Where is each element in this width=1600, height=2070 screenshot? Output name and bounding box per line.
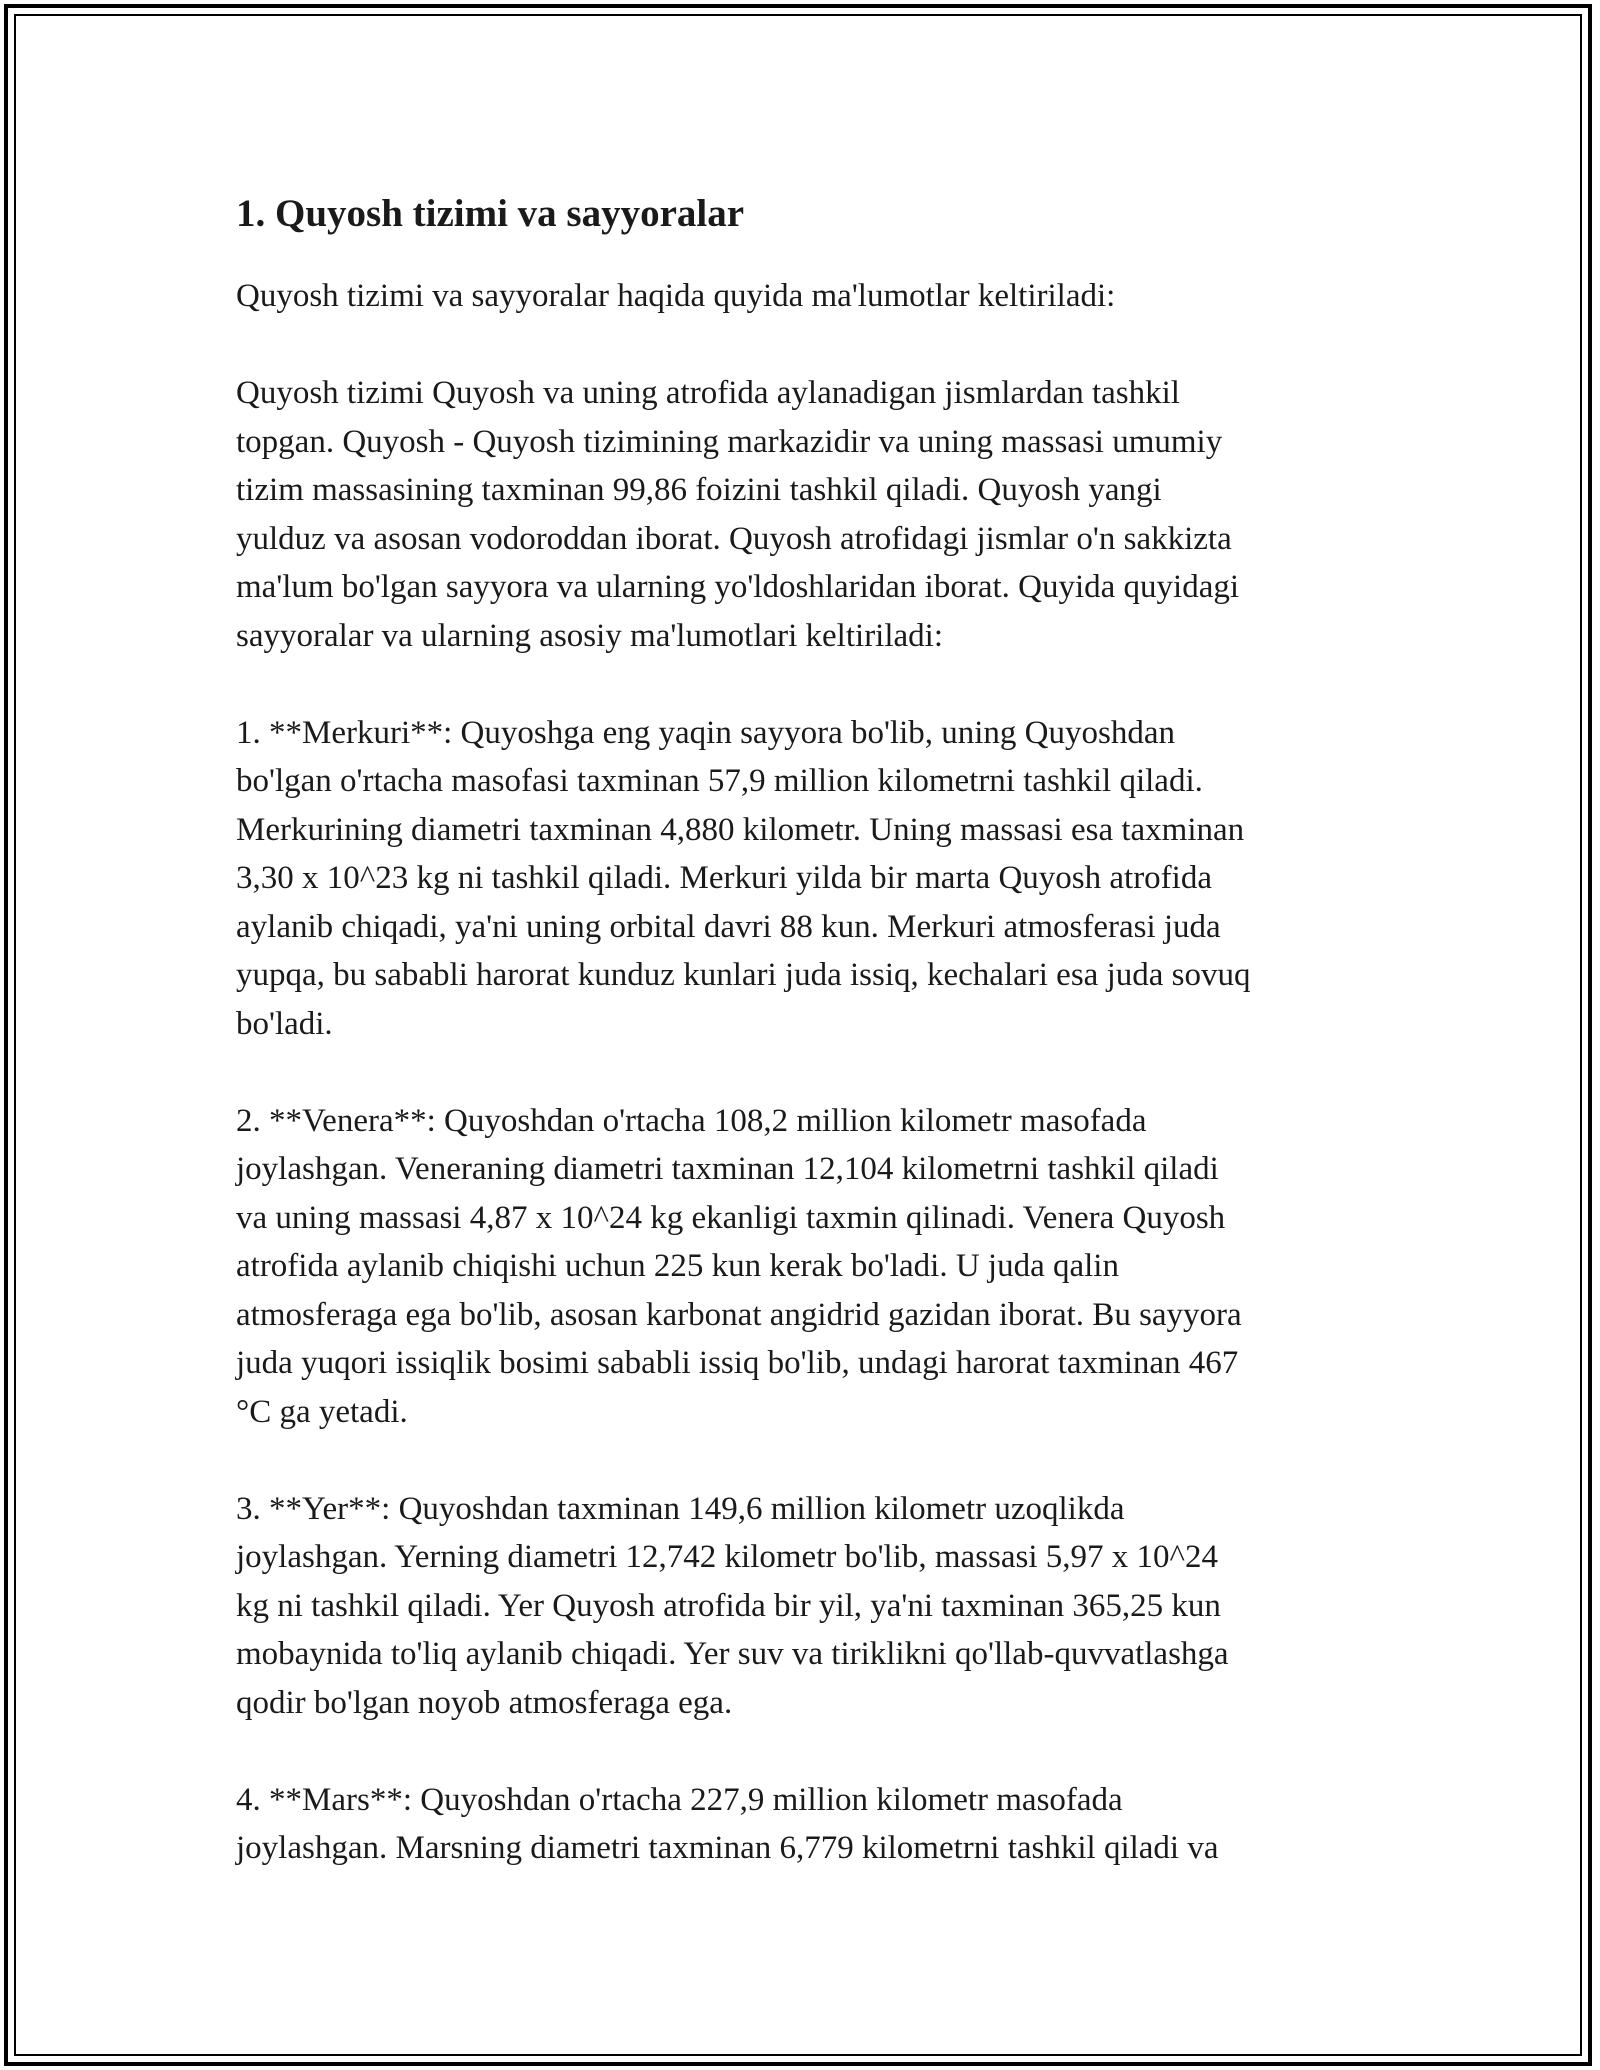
planet-item-merkuri: 1. **Merkuri**: Quyoshga eng yaqin sayyora bo'lib, uning Quyoshdan bo'lgan o'rtacha masofasi taxminan 57,9 million kilometrni tashkil qiladi. Merkurining diametri taxminan 4,880 kilometr. Uning massasi esa taxminan 3,30 x 10^23 kg ni tashkil qiladi. Merkuri yilda bir marta Quyosh atrofida aylanib chiqadi, ya'ni uning orbital davri 88 kun. Merkuri atmosferasi juda yupqa, bu sababli harorat kunduz kunlari juda issiq, kechalari esa juda sovuq bo'ladi. xyxy=(236,714,1251,1042)
document-page xyxy=(236,180,1366,1921)
planet-item-mars: 4. **Mars**: Quyoshdan o'rtacha 227,9 million kilometr masofada joylashgan. Marsning diametri taxminan 6,779 kilometrni tashkil qiladi va xyxy=(236,1781,1219,1866)
intro-paragraph: Quyosh tizimi va sayyoralar haqida quyida ma'lumotlar keltiriladi: xyxy=(236,278,1116,314)
planet-item-yer: 3. **Yer**: Quyoshdan taxminan 149,6 million kilometr uzoqlikda joylashgan. Yerning diametri 12,742 kilometr bo'lib, massasi 5,97 x 10^24 kg ni tashkil qiladi. Yer Quyosh atrofida bir yil, ya'ni taxminan 365,25 kun mobaynida to'liq aylanib chiqadi. Yer suv va tiriklikni qo'llab-quvvatlashga qodir bo'lgan noyob atmosferaga ega. xyxy=(236,1490,1229,1721)
planet-item-venera: 2. **Venera**: Quyoshdan o'rtacha 108,2 million kilometr masofada joylashgan. Veneraning diametri taxminan 12,104 kilometrni tashkil qiladi va uning massasi 4,87 x 10^24 kg ekanligi taxmin qilinadi. Venera Quyosh atrofida aylanib chiqishi uchun 225 kun kerak bo'ladi. U juda qalin atmosferaga ega bo'lib, asosan karbonat angidrid gazidan iborat. Bu sayyora juda yuqori issiqlik bosimi sababli issiq bo'lib, undagi harorat taxminan 467 °C ga yetadi. xyxy=(236,1102,1242,1430)
solar-system-paragraph: Quyosh tizimi Quyosh va uning atrofida aylanadigan jismlardan tashkil topgan. Quyosh - Quyosh tizimining markazidir va uning massasi umumiy tizim massasining taxminan 99,86 foizini tashkil qiladi. Quyosh yangi yulduz va asosan vodoroddan iborat. Quyosh atrofidagi jismlar o'n sakkizta ma'lum bo'lgan sayyora va ularning yo'ldoshlaridan iborat. Quyida quyidagi sayyoralar va ularning asosiy ma'lumotlari keltiriladi: xyxy=(236,375,1240,654)
section-heading: 1. Quyosh tizimi va sayyoralar xyxy=(236,192,745,235)
